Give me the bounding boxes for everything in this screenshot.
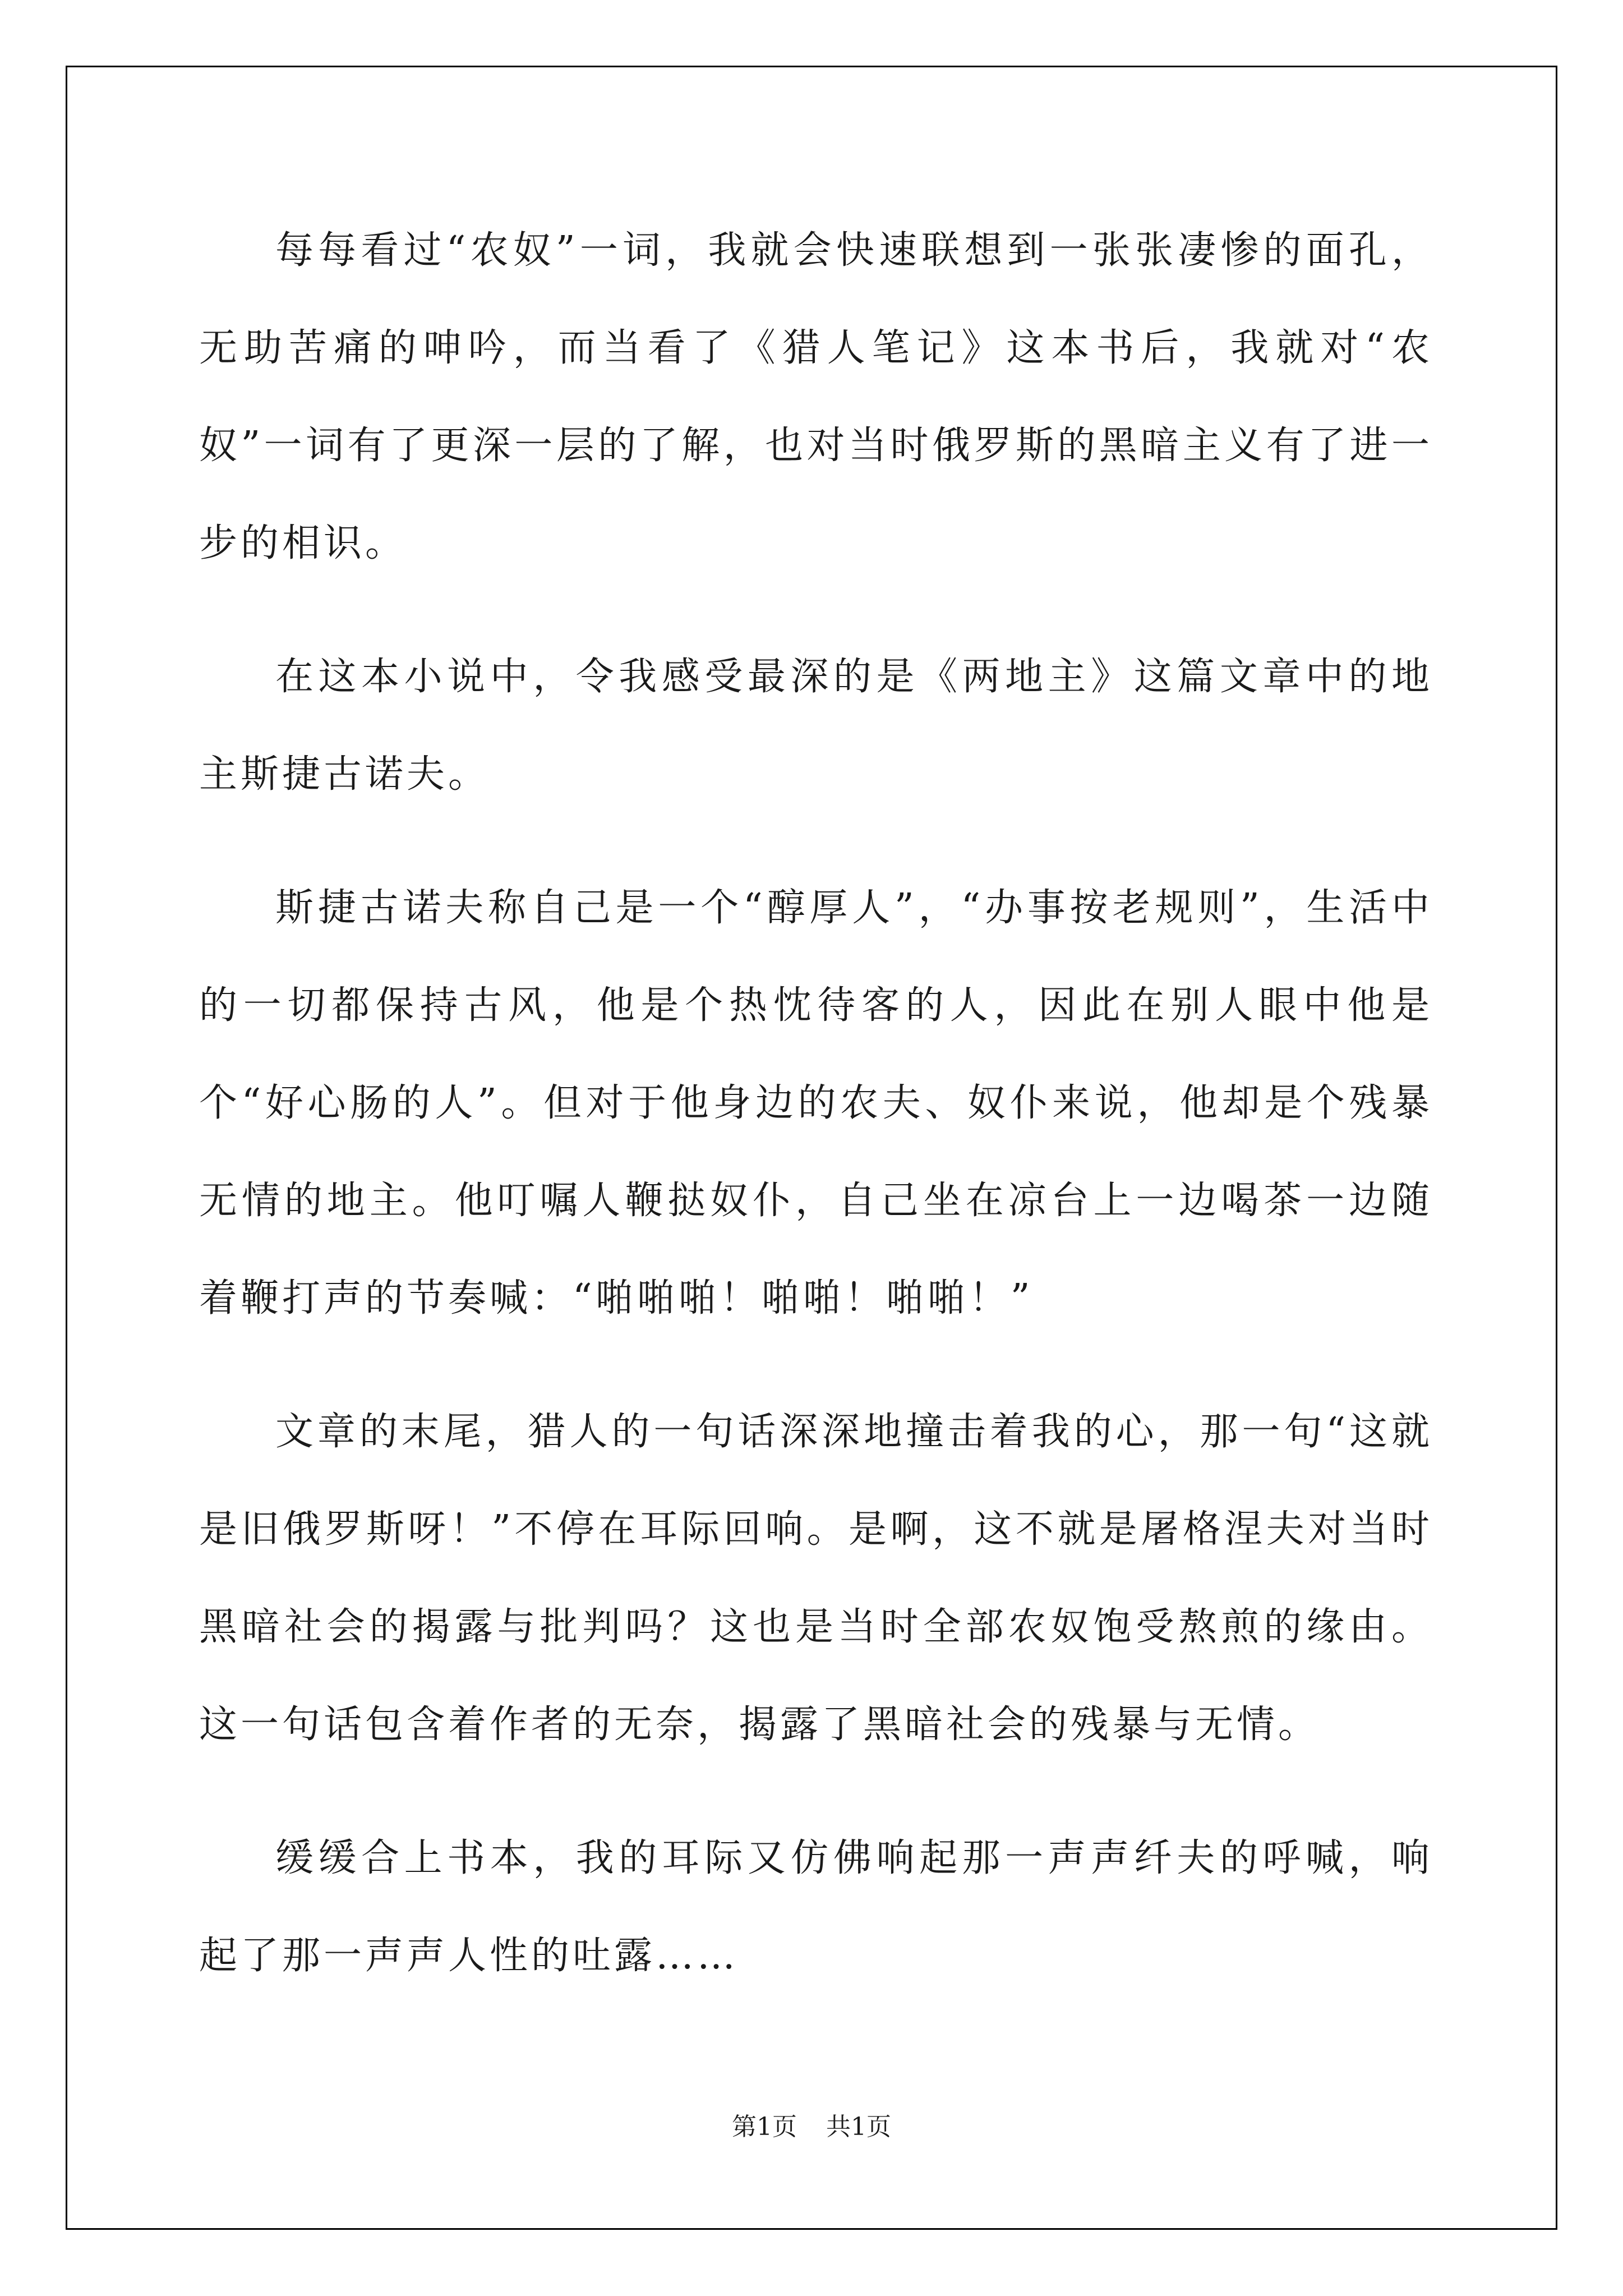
paragraph: 每每看过“农奴”一词，我就会快速联想到一张张凄惨的面孔，无助苦痛的呻吟，而当看了《猎人笔记》这本书后，我就对“农奴”一词有了更深一层的了解，也对当时俄罗斯的黑暗主义有了进一步的相识。 — [199, 228, 1433, 565]
paragraph: 缓缓合上书本，我的耳际又仿佛响起那一声声纤夫的呼喊，响起了那一声声人性的吐露…… — [199, 1836, 1433, 1978]
page-number: 第1页 — [732, 2113, 797, 2141]
document-body — [199, 202, 1433, 2041]
paragraph: 文章的末尾，猎人的一句话深深地撞击着我的心，那一句“这就是旧俄罗斯呀！”不停在耳际回响。是啊，这不就是屠格涅夫对当时黑暗社会的揭露与批判吗？这也是当时全部农奴饱受熬煎的缘由。这一句话包含着作者的无奈，揭露了黑暗社会的残暴与无情。 — [199, 1410, 1433, 1747]
page-footer — [0, 2106, 1623, 2142]
paragraph: 斯捷古诺夫称自己是一个“醇厚人”，“办事按老规则”，生活中的一切都保持古风，他是个热忱待客的人，因此在别人眼中他是个“好心肠的人”。但对于他身边的农夫、奴仆来说，他却是个残暴无情的地主。他叮嘱人鞭挞奴仆，自己坐在凉台上一边喝茶一边随着鞭打声的节奏喊：“啪啪啪！啪啪！啪啪！” — [199, 886, 1433, 1320]
paragraph: 在这本小说中，令我感受最深的是《两地主》这篇文章中的地主斯捷古诺夫。 — [199, 655, 1433, 797]
page-total: 共1页 — [826, 2113, 891, 2141]
